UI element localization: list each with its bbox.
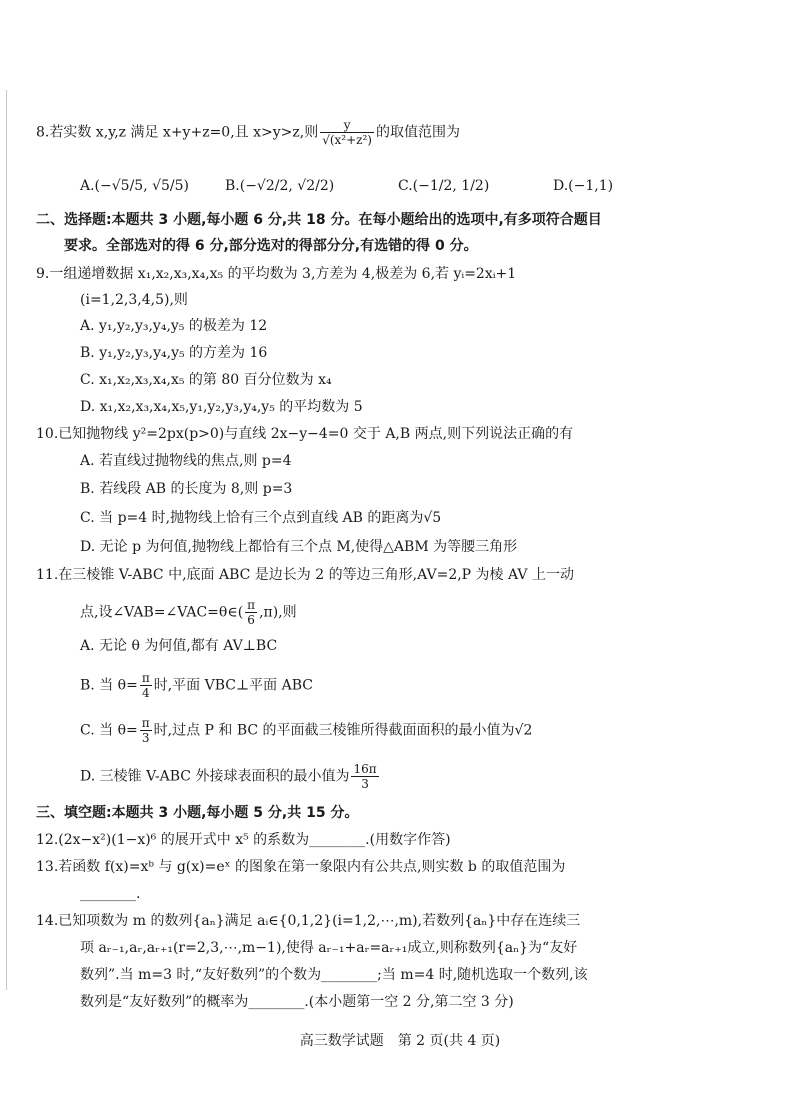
page-footer: 高三数学试题 第 2 页(共 4 页) bbox=[299, 1033, 501, 1049]
q11-option-b-numerator: π bbox=[141, 671, 150, 685]
q8-option-c: C.(−1/2, 1/2) bbox=[398, 178, 490, 194]
q8-stem bbox=[36, 118, 460, 147]
q8-fraction bbox=[320, 118, 374, 147]
q11-theta-frac-numerator: π bbox=[247, 598, 256, 612]
q11-option-c-fraction bbox=[140, 716, 152, 745]
q8-option-b: B.(−√2/2, √2/2) bbox=[225, 178, 335, 194]
q10-option-a: A. 若直线过抛物线的焦点,则 p=4 bbox=[80, 453, 292, 469]
q8-stem-end: 的取值范围为 bbox=[375, 124, 460, 141]
q11-option-c bbox=[80, 716, 532, 745]
q11-option-d-numerator: 16π bbox=[353, 762, 377, 776]
q10-option-c: C. 当 p=4 时,抛物线上恰有三个点到直线 AB 的距离为√5 bbox=[80, 510, 442, 526]
q8-stem-text: 8.若实数 x,y,z 满足 x+y+z=0,且 x>y>z,则 bbox=[36, 124, 319, 141]
q11-option-d-fraction bbox=[351, 762, 378, 791]
q11-option-c-end: 时,过点 P 和 BC 的平面截三棱锥所得截面面积的最小值为√2 bbox=[153, 722, 533, 739]
q8-frac-denominator: √(x²+z²) bbox=[322, 133, 372, 147]
q11-option-d bbox=[80, 762, 381, 791]
q9-stem-line2: (i=1,2,3,4,5),则 bbox=[80, 292, 188, 308]
q11-option-b bbox=[80, 671, 313, 700]
q13-answer-blank: ________. bbox=[80, 886, 141, 902]
q11-option-c-numerator: π bbox=[141, 716, 150, 730]
q11-option-b-end: 时,平面 VBC⊥平面 ABC bbox=[153, 677, 313, 694]
section2-heading-line1: 二、选择题:本题共 3 小题,每小题 6 分,共 18 分。在每小题给出的选项中,有多项符合题目 bbox=[36, 212, 602, 228]
q11-stem-line1: 11.在三棱锥 V-ABC 中,底面 ABC 是边长为 2 的等边三角形,AV=2,P 为棱 AV 上一动 bbox=[36, 567, 574, 583]
q14-stem-line1: 14.已知项数为 m 的数列{aₙ}满足 aᵢ∈{0,1,2}(i=1,2,⋯,m),若数列{aₙ}中存在连续三 bbox=[36, 913, 581, 929]
q14-stem-line2: 项 aᵣ₋₁,aᵣ,aᵣ₊₁(r=2,3,⋯,m−1),使得 aᵣ₋₁+aᵣ=aᵣ₊₁成立,则称数列{aₙ}为“友好 bbox=[80, 940, 578, 956]
q10-stem: 10.已知抛物线 y²=2px(p>0)与直线 2x−y−4=0 交于 A,B 两点,则下列说法正确的有 bbox=[36, 426, 574, 442]
q11-option-b-text: B. 当 θ= bbox=[80, 677, 138, 694]
q9-option-c: C. x₁,x₂,x₃,x₄,x₅ 的第 80 百分位数为 x₄ bbox=[80, 372, 332, 388]
q11-option-d-text: D. 三棱锥 V-ABC 外接球表面积的最小值为 bbox=[80, 768, 350, 785]
q11-stem-line2-end: ,π),则 bbox=[259, 604, 297, 621]
q11-theta-frac-denominator: 6 bbox=[247, 613, 255, 627]
q11-option-b-fraction bbox=[140, 671, 152, 700]
q9-option-d: D. x₁,x₂,x₃,x₄,x₅,y₁,y₂,y₃,y₄,y₅ 的平均数为 5 bbox=[80, 399, 363, 415]
q12-stem: 12.(2x−x²)(1−x)⁶ 的展开式中 x⁵ 的系数为________.(用数字作答) bbox=[36, 832, 451, 848]
q9-option-b: B. y₁,y₂,y₃,y₄,y₅ 的方差为 16 bbox=[80, 345, 268, 361]
q11-stem-line2-text: 点,设∠VAB=∠VAC=θ∈( bbox=[80, 604, 244, 621]
q8-option-d: D.(−1,1) bbox=[553, 178, 614, 194]
q9-option-a: A. y₁,y₂,y₃,y₄,y₅ 的极差为 12 bbox=[80, 318, 268, 334]
q10-option-d: D. 无论 p 为何值,抛物线上都恰有三个点 M,使得△ABM 为等腰三角形 bbox=[80, 539, 518, 555]
q14-stem-line3: 数列”.当 m=3 时,“友好数列”的个数为________;当 m=4 时,随机选取一个数列,该 bbox=[80, 967, 588, 983]
q11-option-d-denominator: 3 bbox=[361, 777, 369, 791]
page-left-rule bbox=[6, 90, 7, 990]
section2-heading-line2: 要求。全部选对的得 6 分,部分选对的得部分分,有选错的得 0 分。 bbox=[64, 238, 478, 254]
q9-stem-line1: 9.一组递增数据 x₁,x₂,x₃,x₄,x₅ 的平均数为 3,方差为 4,极差为 6,若 yᵢ=2xᵢ+1 bbox=[36, 266, 517, 282]
q11-option-c-denominator: 3 bbox=[141, 731, 150, 745]
q8-option-a: A.(−√5/5, √5/5) bbox=[80, 178, 190, 194]
q11-option-c-text: C. 当 θ= bbox=[80, 722, 138, 739]
q11-option-a: A. 无论 θ 为何值,都有 AV⊥BC bbox=[80, 638, 278, 654]
q11-stem-line2 bbox=[80, 598, 297, 627]
section3-heading: 三、填空题:本题共 3 小题,每小题 5 分,共 15 分。 bbox=[36, 805, 359, 821]
q13-stem-line1: 13.若函数 f(x)=xᵇ 与 g(x)=eˣ 的图象在第一象限内有公共点,则实数 b 的取值范围为 bbox=[36, 859, 566, 875]
q8-frac-numerator: y bbox=[320, 118, 374, 133]
q10-option-b: B. 若线段 AB 的长度为 8,则 p=3 bbox=[80, 481, 293, 497]
q11-theta-fraction bbox=[245, 598, 257, 627]
q11-option-b-denominator: 4 bbox=[141, 686, 150, 700]
q14-stem-line4: 数列是“友好数列”的概率为________.(本小题第一空 2 分,第二空 3 分) bbox=[80, 994, 514, 1010]
